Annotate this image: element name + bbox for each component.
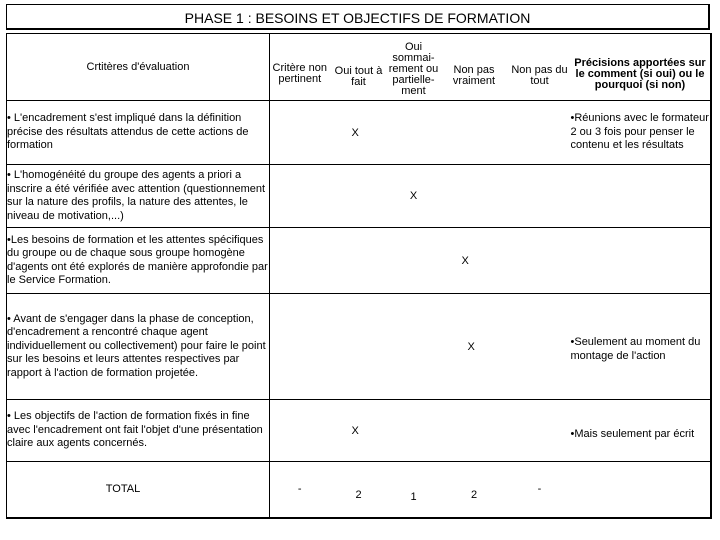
total-precisions xyxy=(571,462,711,518)
cell-oui-tout xyxy=(330,165,388,228)
cell-non-pas-vraiment xyxy=(440,400,509,462)
cell-non-pas-vraiment xyxy=(440,165,509,228)
cell-non-pas-du-tout xyxy=(509,400,571,462)
cell-oui-sommairement xyxy=(388,228,440,294)
col-header-non-pas-du-tout: Non pas du tout xyxy=(509,34,571,101)
cell-non-pas-du-tout xyxy=(509,165,571,228)
total-oui-tout: 2 xyxy=(330,462,388,518)
col-header-oui-tout: Oui tout à fait xyxy=(330,34,388,101)
cell-non-pas-vraiment xyxy=(440,101,509,165)
cell-non-pas-du-tout xyxy=(509,101,571,165)
mark-oui-tout: X xyxy=(330,400,440,462)
total-row xyxy=(7,462,711,518)
evaluation-table xyxy=(6,33,712,519)
col-header-oui-sommairement: Oui sommai-rement ou partielle-ment xyxy=(388,34,440,101)
cell-non-pertinent xyxy=(270,294,330,400)
table-row xyxy=(7,228,711,294)
cell-non-pertinent xyxy=(270,165,330,228)
criterion-text: •Les besoins de formation et les attentes spécifiques du groupe ou de chaque sous groupe homogène d'agents ont été explorés de manière approfondie par le Service Formation. xyxy=(7,228,270,294)
cell-non-pas-du-tout xyxy=(509,294,571,400)
table-row xyxy=(7,400,711,462)
cell-non-pertinent xyxy=(270,228,330,294)
col-header-non-pertinent: Critère non pertinent xyxy=(270,34,330,101)
header-row xyxy=(7,34,711,101)
precision-note: •Seulement au moment du montage de l'action xyxy=(571,294,711,400)
total-non-pas-du-tout: - xyxy=(509,462,571,518)
criterion-text: • L'homogénéité du groupe des agents a priori a inscrire a été vérifiée avec attention (questionnement sur la nature des profils, la nature des attentes, le niveau de motivation,...) xyxy=(7,165,270,228)
total-oui-sommairement: 1 xyxy=(388,462,440,518)
cell-oui-tout xyxy=(330,228,388,294)
criteria-header: Crtitères d'évaluation xyxy=(7,34,270,101)
criterion-text: • Avant de s'engager dans la phase de conception, d'encadrement a rencontré chaque agent individuellement ou collectivement) pour faire le point sur les besoins et leurs attentes respectives par rapport à l'action de formation projetée. xyxy=(7,294,270,400)
total-non-pas-vraiment: 2 xyxy=(440,462,509,518)
mark-non-pas-vraiment: X xyxy=(440,228,509,294)
mark-non-pas-vraiment: X xyxy=(440,294,509,400)
table-row xyxy=(7,294,711,400)
cell-non-pertinent xyxy=(270,101,330,165)
table-row xyxy=(7,101,711,165)
mark-oui-tout: X xyxy=(330,101,440,165)
mark-oui-sommairement: X xyxy=(388,165,440,228)
cell-oui-tout xyxy=(330,294,388,400)
precision-note xyxy=(571,228,711,294)
criterion-text: • L'encadrement s'est impliqué dans la définition précise des résultats attendus de cette actions de formation xyxy=(7,101,270,165)
total-label: TOTAL xyxy=(7,462,270,518)
cell-oui-sommairement xyxy=(388,294,440,400)
precision-note xyxy=(571,165,711,228)
table-row xyxy=(7,165,711,228)
cell-non-pertinent xyxy=(270,400,330,462)
page-title: PHASE 1 : BESOINS ET OBJECTIFS DE FORMATION xyxy=(6,4,710,30)
criterion-text: • Les objectifs de l'action de formation fixés in fine avec l'encadrement ont fait l'objet d'une présentation claire aux agents concernés. xyxy=(7,400,270,462)
col-header-precisions: Précisions apportées sur le comment (si oui) ou le pourquoi (si non) xyxy=(571,34,711,101)
total-non-pertinent: - xyxy=(270,462,330,518)
precision-note: •Réunions avec le formateur 2 ou 3 fois pour penser le contenu et les résultats xyxy=(571,101,711,165)
col-header-non-pas-vraiment: Non pas vraiment xyxy=(440,34,509,101)
precision-note: •Mais seulement par écrit xyxy=(571,400,711,462)
cell-non-pas-du-tout xyxy=(509,228,571,294)
